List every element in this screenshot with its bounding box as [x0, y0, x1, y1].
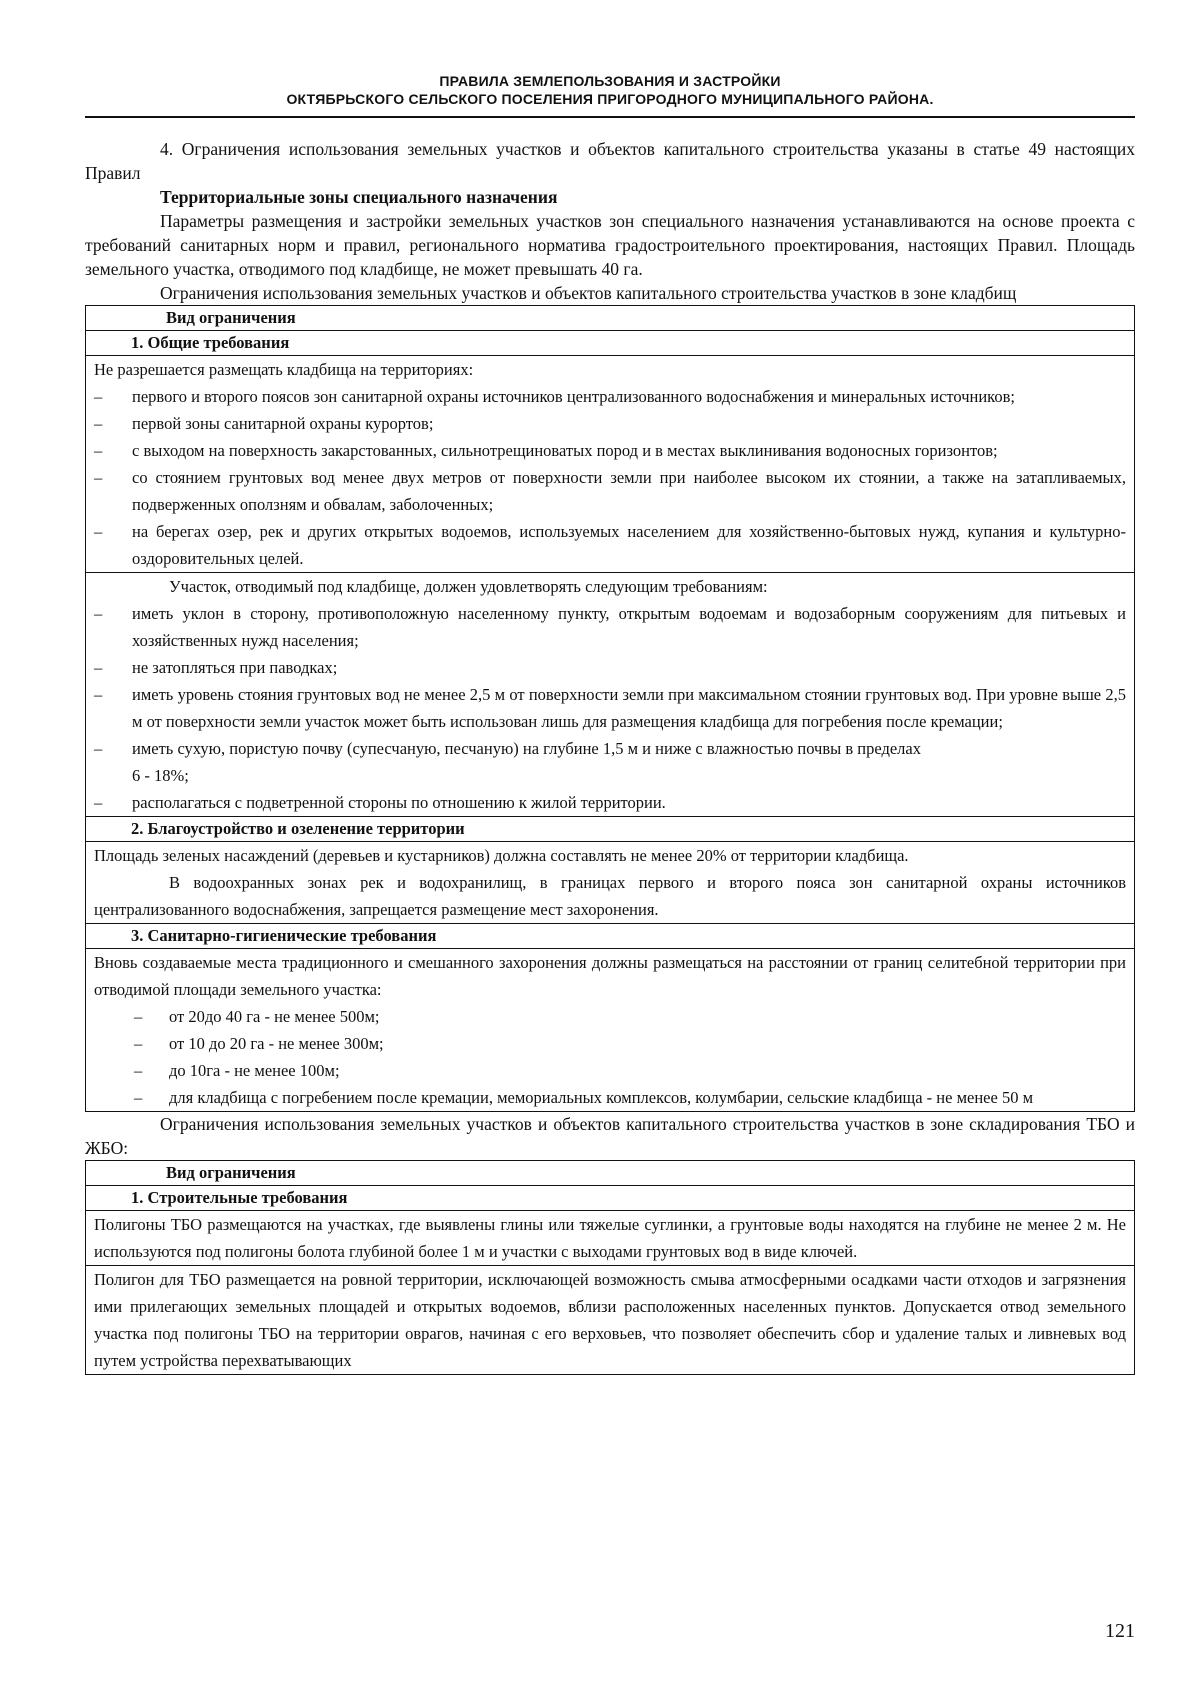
dash-bullet: –: [94, 441, 103, 460]
sanitary-cell: [86, 949, 1135, 1112]
dash-bullet: –: [94, 658, 103, 677]
list-item: – иметь сухую, пористую почву (супесчаную, песчаную) на глубине 1,5 м и ниже с влажностью почвы в пределах: [94, 735, 1126, 762]
table-row: [86, 949, 1135, 1112]
table-header-cell: Вид ограничения: [86, 1161, 1135, 1186]
waste-zone-paragraph: Ограничения использования земельных участков и объектов капитального строительства участков в зоне складирования ТБО и ЖБО:: [85, 1114, 1135, 1158]
dash-bullet: –: [94, 387, 103, 406]
dash-bullet: –: [134, 1007, 143, 1026]
dash-bullet: –: [94, 793, 103, 812]
list-item: – иметь уклон в сторону, противоположную населенному пункту, открытым водоемам и водозаборным сооружениям для питьевых и хозяйственных нужд населения;: [94, 600, 1126, 654]
section-subtitle: Территориальные зоны специального назначения: [160, 187, 558, 207]
table-header-row: [86, 306, 1135, 331]
intro-paragraph-3: Ограничения использования земельных участков и объектов капитального строительства участков в зоне кладбищ: [160, 283, 1017, 303]
list-item: – первой зоны санитарной охраны курортов;: [94, 410, 1126, 437]
construction-cell-2: Полигон для ТБО размещается на ровной территории, исключающей возможность смыва атмосферными осадками части отходов и загрязнения ими прилегающих земельных площадей и открытых водоемов, вблизи расположенных населенных пунктов. Допускается отвод земельного участка под полигоны ТБО на территории оврагов, начиная с его верховьев, что позволяет обеспечить сбор и удаление талых и ливневых вод путем устройства перехватывающих: [86, 1266, 1135, 1375]
header-line-1: ПРАВИЛА ЗЕМЛЕПОЛЬЗОВАНИЯ И ЗАСТРОЙКИ: [439, 73, 781, 89]
list-item: – от 10 до 20 га - не менее 300м;: [94, 1030, 1126, 1057]
dash-bullet: –: [94, 522, 103, 541]
list-item: – располагаться с подветренной стороны по отношению к жилой территории.: [94, 789, 1126, 816]
prohibitions-intro: Не разрешается размещать кладбища на территориях:: [94, 360, 474, 379]
dash-bullet: –: [134, 1061, 143, 1080]
section-row: [86, 1186, 1135, 1211]
list-item: – от 20до 40 га - не менее 500м;: [94, 1003, 1126, 1030]
table-row: [86, 1211, 1135, 1266]
header-line-2: ОКТЯБРЬСКОГО СЕЛЬСКОГО ПОСЕЛЕНИЯ ПРИГОРОДНОГО МУНИЦИПАЛЬНОГО РАЙОНА.: [286, 91, 934, 107]
landscaping-cell: [86, 842, 1135, 924]
section-title-general: 1. Общие требования: [86, 331, 1135, 356]
dash-bullet: –: [94, 739, 103, 758]
list-item: – до 10га - не менее 100м;: [94, 1057, 1126, 1084]
section-title-construction: 1. Строительные требования: [86, 1186, 1135, 1211]
table-row: [86, 1266, 1135, 1375]
cemetery-restrictions-table: [85, 305, 1135, 1112]
section-title-landscaping: 2. Благоустройство и озеленение территории: [86, 817, 1135, 842]
construction-cell-1: Полигоны ТБО размещаются на участках, где выявлены глины или тяжелые суглинки, а грунтовые воды находятся на глубине не менее 2 м. Не используются под полигоны болота глубиной более 1 м и участки с выходами грунтовых вод в виде ключей.: [86, 1211, 1135, 1266]
sanitary-intro: Вновь создаваемые места традиционного и смешанного захоронения должны размещаться на расстоянии от границ селитебной территории при отводимой площади земельного участка:: [94, 953, 1126, 999]
intro-paragraph-2: Параметры размещения и застройки земельных участков зон специального назначения устанавливаются на основе проекта с требований санитарных норм и правил, регионального норматива градостроительного проектирования, настоящих Правил. Площадь земельного участка, отводимого под кладбище, не может превышать 40 га.: [85, 211, 1135, 279]
list-item: – на берегах озер, рек и других открытых водоемов, используемых населением для хозяйственно-бытовых нужд, купания и культурно-оздоровительных целей.: [94, 518, 1126, 572]
section-row: [86, 331, 1135, 356]
landscaping-paragraph-1: Площадь зеленых насаждений (деревьев и кустарников) должна составлять не менее 20% от территории кладбища.: [94, 846, 909, 865]
list-item: – не затопляться при паводках;: [94, 654, 1126, 681]
dash-bullet: –: [134, 1088, 143, 1107]
waste-restrictions-table: [85, 1160, 1135, 1375]
list-item-continuation: 6 - 18%;: [132, 766, 189, 785]
dash-bullet: –: [134, 1034, 143, 1053]
dash-bullet: –: [94, 414, 103, 433]
dash-bullet: –: [94, 604, 103, 623]
page-number: 121: [1105, 1620, 1135, 1642]
site-requirements-cell: [86, 573, 1135, 817]
dash-bullet: –: [94, 685, 103, 704]
running-header: [85, 72, 1135, 108]
table-header-row: [86, 1161, 1135, 1186]
requirements-intro: Участок, отводимый под кладбище, должен удовлетворять следующим требованиям:: [169, 577, 768, 596]
header-rule: [85, 116, 1135, 118]
general-prohibitions-cell: [86, 356, 1135, 573]
table-row: [86, 842, 1135, 924]
list-item: – со стоянием грунтовых вод менее двух метров от поверхности земли при наиболее высоком их стоянии, а также на затапливаемых, подверженных оползням и обвалам, заболоченных;: [94, 464, 1126, 518]
landscaping-paragraph-2: В водоохранных зонах рек и водохранилищ, в границах первого и второго пояса зон санитарной охраны источников централизованного водоснабжения, запрещается размещение мест захоронения.: [94, 873, 1126, 919]
list-item: – иметь уровень стояния грунтовых вод не менее 2,5 м от поверхности земли при максимальном стоянии грунтовых вод. При уровне выше 2,5 м от поверхности земли участок может быть использован лишь для размещения кладбища для погребения после кремации;: [94, 681, 1126, 735]
dash-bullet: –: [94, 468, 103, 487]
section-row: [86, 924, 1135, 949]
list-item: – с выходом на поверхность закарстованных, сильнотрещиноватых пород и в местах выклинивания водоносных горизонтов;: [94, 437, 1126, 464]
table-header-cell: Вид ограничения: [86, 306, 1135, 331]
table-row: [86, 356, 1135, 573]
list-item: – для кладбища с погребением после кремации, мемориальных комплексов, колумбарии, сельские кладбища - не менее 50 м: [94, 1084, 1126, 1111]
section-row: [86, 817, 1135, 842]
page-body: [85, 137, 1135, 1375]
intro-paragraph-1: 4. Ограничения использования земельных участков и объектов капитального строительства указаны в статье 49 настоящих Правил: [85, 139, 1135, 183]
list-item: – первого и второго поясов зон санитарной охраны источников централизованного водоснабжения и минеральных источников;: [94, 383, 1126, 410]
section-title-sanitary: 3. Санитарно-гигиенические требования: [86, 924, 1135, 949]
table-row: [86, 573, 1135, 817]
